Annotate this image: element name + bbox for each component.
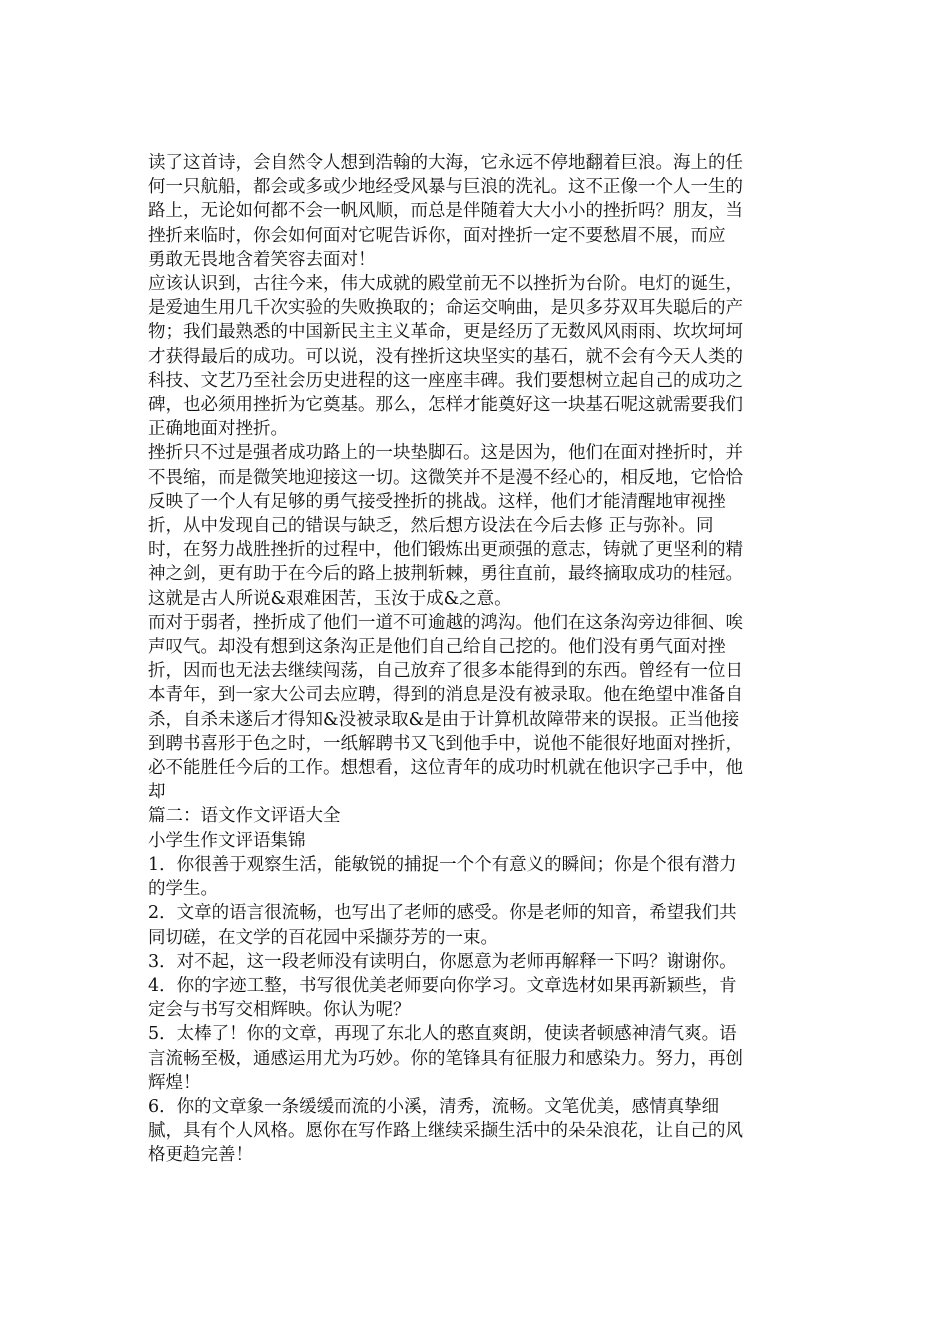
comment-item-2: 2．文章的语言很流畅，也写出了老师的感受。你是老师的知音，希望我们共 同切磋，在文学的百花园中采撷芬芳的一束。: [148, 903, 737, 948]
comment-item-1: 1．你很善于观察生活，能敏锐的捕捉一个个有意义的瞬间；你是个很有潜力 的学生。: [148, 854, 737, 900]
comment-item-3: 3．对不起，这一段老师没有读明白，你愿意为老师再解释一下吗？谢谢你。: [148, 951, 737, 972]
section-heading: 篇二：语文作文评语大全: [148, 806, 341, 827]
paragraph-strong-people: 挫折只不过是强者成功路上的一块垫脚石。这是因为，他们在面对挫折时，并 不畏缩，而是微笑地迎接这一切。这微笑并不是漫不经心的，相反地，它恰恰 反映了一个人有足够的勇气接受挫折的挑战。这样，他们才能清醒地审视挫 折，从中发现自己的错误与缺乏，然后想方设法在今后去修 正与弥补。同 时，在努力战胜挫折的过程中，他们锻炼出更顽强的意志，铸就了更坚利的精 神之剑，更有助于在今后的路上披荆斩棘，勇往直前，最终摘取成功的桂冠。 这就是古人所说&艰难困苦，玉汝于成&之意。: [148, 443, 743, 609]
paragraph-great-achievements: 应该认识到，古往今来，伟大成就的殿堂前无不以挫折为台阶。电灯的诞生， 是爱迪生用几千次实验的失败换取的；命运交响曲，是贝多芬双耳失聪后的产 物；我们最熟悉的中国新民主主义革命，更是经历了无数风风雨雨、坎坎坷坷 才获得最后的成功。可以说，没有挫折这块坚实的基石，就不会有今天人类的 科技、文艺乃至社会历史进程的这一座座丰碑。我们要想树立起自己的成功之 碑，也必须用挫折为它奠基。那么，怎样才能奠好这一块基石呢这就需要我们 正确地面对挫折。: [148, 274, 743, 440]
comment-item-6: 6．你的文章象一条缓缓而流的小溪，清秀，流畅。文笔优美，感情真挚细 腻，具有个人风格。愿你在写作路上继续采撷生活中的朵朵浪花，让自己的风 格更趋完善！: [148, 1096, 743, 1166]
paragraph-poem-reflection: 读了这首诗，会自然令人想到浩翰的大海，它永远不停地翻着巨浪。海上的任 何一只航船，都会或多或少地经受风暴与巨浪的洗礼。这不正像一个人一生的 路上，无论如何都不会一帆风顺，而总是伴随着大大小小的挫折吗？朋友，当 挫折来临时，你会如何面对它呢告诉你，面对挫折一定不要愁眉不展，而应 勇敢无畏地含着笑容去面对！: [148, 153, 743, 270]
document-body: [148, 151, 804, 1168]
comment-item-5: 5．太棒了！你的文章，再现了东北人的憨直爽朗，使读者顿感神清气爽。语 言流畅至极，通感运用尤为巧妙。你的笔锋具有征服力和感染力。努力，再创 辉煌！: [148, 1024, 743, 1093]
comment-item-4: 4．你的字迹工整，书写很优美老师要向你学习。文章选材如果再新颖些，肯 定会与书写交相辉映。你认为呢？: [148, 975, 737, 1021]
subsection-heading: 小学生作文评语集锦: [148, 830, 306, 851]
paragraph-weak-people: 而对于弱者，挫折成了他们一道不可逾越的鸿沟。他们在这条沟旁边徘徊、唉 声叹气。却没有想到这条沟正是他们自己给自己挖的。他们没有勇气面对挫 折，因而也无法去继续闯荡，自己放弃了很多本能得到的东西。曾经有一位日 本青年，到一家大公司去应聘，得到的消息是没有被录取。他在绝望中准备自 杀，自杀未遂后才得知&没被录取&是由于计算机故障带来的误报。正当他接 到聘书喜形于色之时，一纸解聘书又飞到他手中，说他不能很好地面对挫折， 必不能胜任今后的工作。想想看，这位青年的成功时机就在他识字己手中，他 却: [148, 612, 743, 803]
